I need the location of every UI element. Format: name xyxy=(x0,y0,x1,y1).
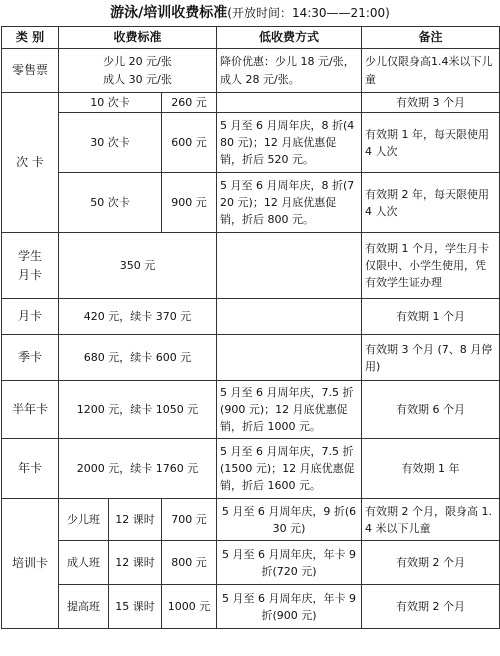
quarterly-note: 有效期 3 个月 (7、8 月停用) xyxy=(362,335,500,381)
retail-note: 少儿仅限身高1.4米以下儿童 xyxy=(362,49,500,93)
row-times-30 xyxy=(2,113,500,173)
row-training-kids xyxy=(2,499,500,541)
times-note: 有效期 2 年，每天限使用 4 人次 xyxy=(362,173,500,233)
category-times: 次 卡 xyxy=(2,93,59,233)
training-price: 800 元 xyxy=(162,541,217,585)
fee-table xyxy=(1,26,500,629)
header-low: 低收费方式 xyxy=(217,27,362,49)
training-hours: 12 课时 xyxy=(109,499,162,541)
training-low: 5 月至 6 月周年庆，年卡 9 折(900 元) xyxy=(217,585,362,629)
row-monthly xyxy=(2,299,500,335)
quarterly-standard: 680 元，续卡 600 元 xyxy=(59,335,217,381)
training-hours: 12 课时 xyxy=(109,541,162,585)
yearly-note: 有效期 1 年 xyxy=(362,439,500,499)
student-low xyxy=(217,233,362,299)
monthly-low xyxy=(217,299,362,335)
yearly-low: 5 月至 6 月周年庆，7.5 折(1500 元)；12 月底优惠促销，折后 1600 元。 xyxy=(217,439,362,499)
row-retail xyxy=(2,49,500,93)
training-note: 有效期 2 个月 xyxy=(362,541,500,585)
opening-hours: (开放时间：14:30——21:00) xyxy=(227,6,390,20)
times-low xyxy=(217,93,362,113)
times-note: 有效期 3 个月 xyxy=(362,93,500,113)
times-name: 10 次卡 xyxy=(59,93,162,113)
times-price: 600 元 xyxy=(162,113,217,173)
times-name: 30 次卡 xyxy=(59,113,162,173)
retail-standard: 少儿 20 元/张 成人 30 元/张 xyxy=(59,49,217,93)
training-low: 5 月至 6 月周年庆，9 折(630 元) xyxy=(217,499,362,541)
training-name: 提高班 xyxy=(59,585,109,629)
quarterly-low xyxy=(217,335,362,381)
row-halfyear xyxy=(2,381,500,439)
row-quarterly xyxy=(2,335,500,381)
document-title xyxy=(0,0,500,26)
header-standard: 收费标准 xyxy=(59,27,217,49)
student-note: 有效期 1 个月，学生月卡仅限中、小学生使用，凭有效学生证办理 xyxy=(362,233,500,299)
header-row xyxy=(2,27,500,49)
training-name: 成人班 xyxy=(59,541,109,585)
training-price: 700 元 xyxy=(162,499,217,541)
header-category: 类 别 xyxy=(2,27,59,49)
category-retail: 零售票 xyxy=(2,49,59,93)
times-low: 5 月至 6 月周年庆，8 折(480 元)；12 月底优惠促销，折后 520 元。 xyxy=(217,113,362,173)
times-name: 50 次卡 xyxy=(59,173,162,233)
row-training-adult xyxy=(2,541,500,585)
category-training: 培训卡 xyxy=(2,499,59,629)
row-student xyxy=(2,233,500,299)
training-note: 有效期 2 个月 xyxy=(362,585,500,629)
times-price: 900 元 xyxy=(162,173,217,233)
category-quarterly: 季卡 xyxy=(2,335,59,381)
row-training-advanced xyxy=(2,585,500,629)
monthly-standard: 420 元，续卡 370 元 xyxy=(59,299,217,335)
times-note: 有效期 1 年，每天限使用 4 人次 xyxy=(362,113,500,173)
student-standard: 350 元 xyxy=(59,233,217,299)
halfyear-standard: 1200 元，续卡 1050 元 xyxy=(59,381,217,439)
category-student: 学生 月卡 xyxy=(2,233,59,299)
row-times-10 xyxy=(2,93,500,113)
training-low: 5 月至 6 月周年庆，年卡 9 折(720 元) xyxy=(217,541,362,585)
header-note: 备注 xyxy=(362,27,500,49)
training-price: 1000 元 xyxy=(162,585,217,629)
title-main: 游泳/培训收费标准 xyxy=(110,5,228,21)
halfyear-note: 有效期 6 个月 xyxy=(362,381,500,439)
training-note: 有效期 2 个月，限身高 1.4 米以下儿童 xyxy=(362,499,500,541)
row-yearly xyxy=(2,439,500,499)
retail-low: 降价优惠：少儿 18 元/张，成人 28 元/张。 xyxy=(217,49,362,93)
category-halfyear: 半年卡 xyxy=(2,381,59,439)
category-yearly: 年卡 xyxy=(2,439,59,499)
monthly-note: 有效期 1 个月 xyxy=(362,299,500,335)
category-monthly: 月卡 xyxy=(2,299,59,335)
times-low: 5 月至 6 月周年庆，8 折(720 元)；12 月底优惠促销，折后 800 元。 xyxy=(217,173,362,233)
times-price: 260 元 xyxy=(162,93,217,113)
training-name: 少儿班 xyxy=(59,499,109,541)
training-hours: 15 课时 xyxy=(109,585,162,629)
yearly-standard: 2000 元，续卡 1760 元 xyxy=(59,439,217,499)
row-times-50 xyxy=(2,173,500,233)
halfyear-low: 5 月至 6 月周年庆，7.5 折(900 元)；12 月底优惠促销，折后 1000 元。 xyxy=(217,381,362,439)
